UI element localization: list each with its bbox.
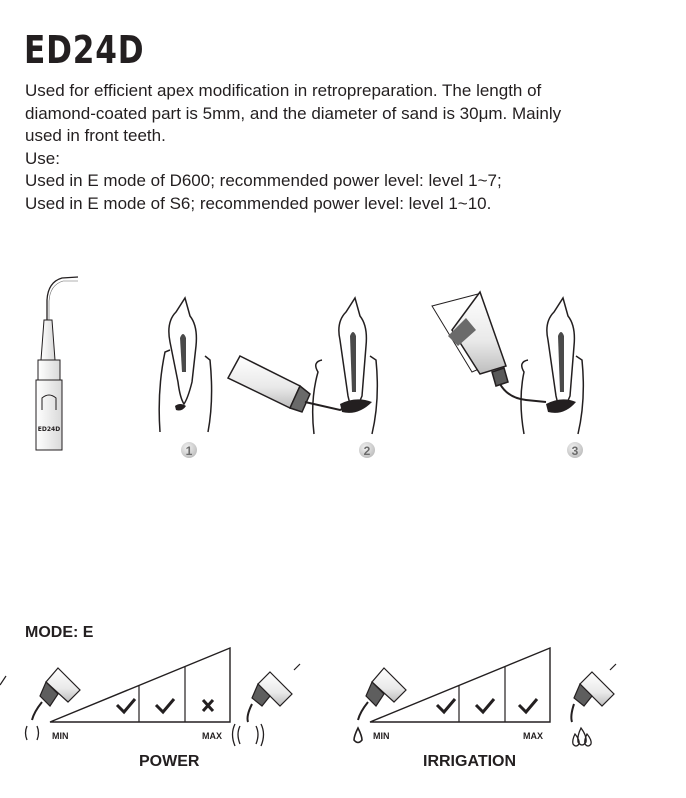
power-vibration-low-icon [26,726,39,740]
power-cell-3-cross-icon [203,700,213,711]
power-cell-2-checkmark-icon [156,699,174,712]
description-line: Used in E mode of S6; recommended power level: level 1~10. [25,193,492,213]
tip-engraving: ED24D [37,426,61,433]
step-3-label: 3 [571,444,579,458]
step-2-badge [359,442,375,458]
irrigation-water-drop-icon [354,728,362,743]
step-3-illustration [432,292,583,434]
description-line: Use: [25,148,60,168]
step-2-label: 2 [363,444,371,458]
irrigation-max-label: MAX [523,731,543,741]
irrigation-min-label: MIN [373,731,390,741]
power-min-label: MIN [52,731,69,741]
step-3-badge [567,442,583,458]
power-cell-1-checkmark-icon [117,699,135,712]
irrigation-water-drops-icon [573,728,591,746]
power-max-label: MAX [202,731,222,741]
step-1-label: 1 [185,444,193,458]
step-1-badge [181,442,197,458]
step-2-illustration [228,298,377,434]
power-title: POWER [139,753,200,770]
power-diagram [0,648,300,746]
irrigation-title: IRRIGATION [423,753,517,770]
irrigation-diagram [354,648,616,746]
tip-illustration [36,277,78,450]
power-handpiece-right [248,664,301,722]
power-vibration-high-icon [233,724,264,746]
mode-label: MODE: E [25,624,94,641]
description-line: diamond-coated part is 5mm, and the diameter of sand is 30μm. Mainly [25,103,562,123]
description-line: Used in E mode of D600; recommended power level: level 1~7; [25,171,502,190]
description-line: Used for efficient apex modification in retropreparation. The length of [25,81,542,100]
irrigation-cell-3-checkmark-icon [519,699,537,712]
power-handpiece-left [0,668,80,720]
product-title: ED24D [24,28,145,72]
irrigation-handpiece-left [358,668,406,720]
irrigation-cell-2-checkmark-icon [476,699,494,712]
description-line: used in front teeth. [25,126,166,145]
step-1-illustration [159,298,224,432]
irrigation-cell-1-checkmark-icon [437,699,455,712]
irrigation-handpiece-right [571,664,616,722]
